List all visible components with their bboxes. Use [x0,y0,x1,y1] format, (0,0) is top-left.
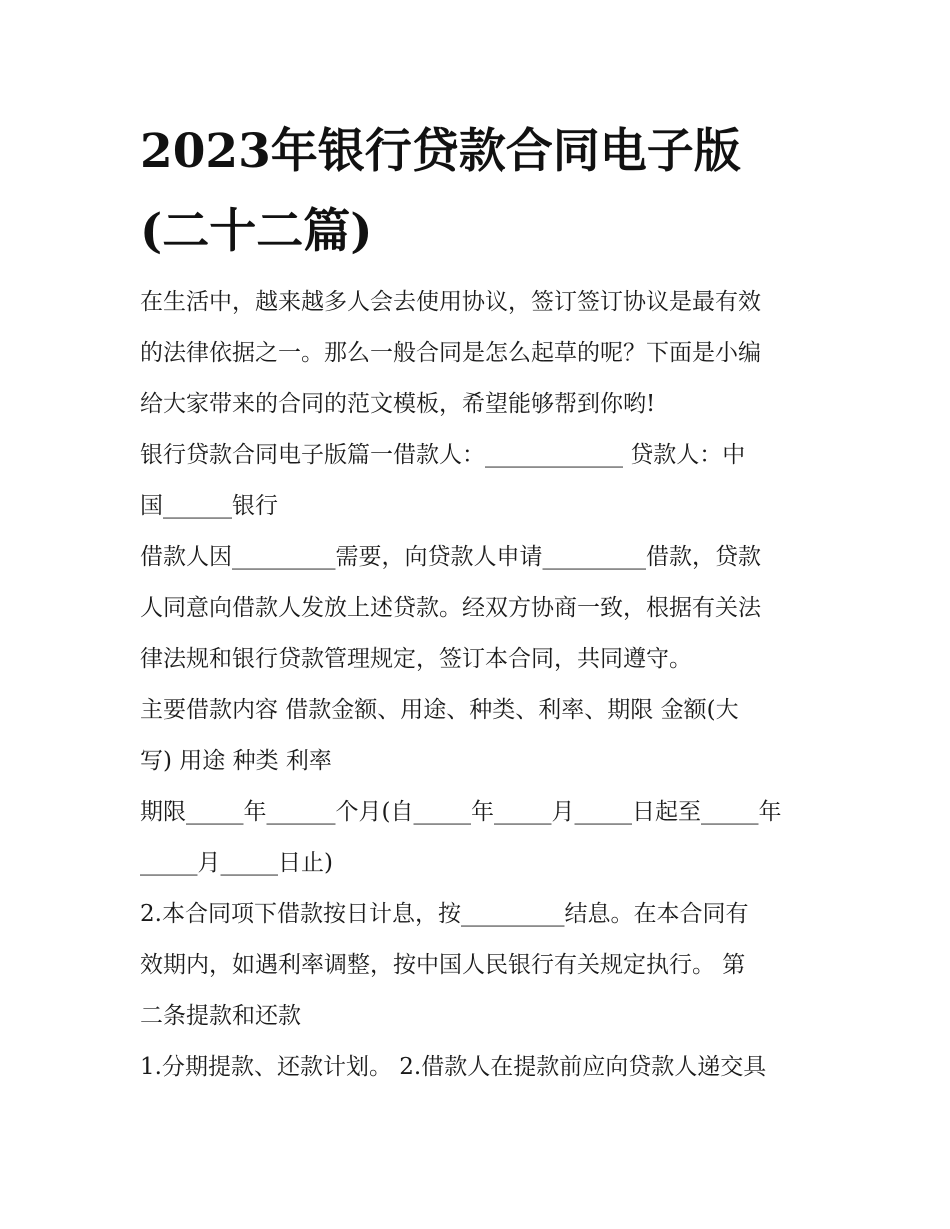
body-line: 人同意向借款人发放上述贷款。经双方协商一致，根据有关法 [140,595,761,621]
body-line: 写) 用途 种类 利率 [140,748,332,774]
body-line: 在生活中，越来越多人会去使用协议，签订签订协议是最有效 [140,289,761,315]
body-line: 1.分期提款、还款计划。 2.借款人在提款前应向贷款人递交具 [140,1054,767,1080]
body-line: 效期内，如遇利率调整，按中国人民银行有关规定执行。 第 [140,952,746,978]
body-line: 二条提款和还款 [140,1003,301,1029]
body-line: 主要借款内容 借款金额、用途、种类、利率、期限 金额(大 [140,697,739,723]
body-line: 国______银行 [140,493,278,519]
title-line-1: 2023年银行贷款合同电子版 [140,124,741,179]
body-line: 给大家带来的合同的范文模板，希望能够帮到你哟! [140,391,656,417]
title-line-2: (二十二篇) [140,204,373,259]
body-line: 的法律依据之一。那么一般合同是怎么起草的呢？下面是小编 [140,340,761,366]
document-body [140,277,830,1093]
body-line: 借款人因_________需要，向贷款人申请_________借款，贷款 [140,544,761,570]
body-line: 律法规和银行贷款管理规定，签订本合同，共同遵守。 [140,646,692,672]
body-line: _____月_____日止) [140,850,333,876]
body-line: 2.本合同项下借款按日计息，按_________结息。在本合同有 [140,901,749,927]
body-line: 期限_____年______个月(自_____年_____月_____日起至_____年 [140,799,782,825]
body-line: 银行贷款合同电子版篇一借款人：____________ 贷款人：中 [140,442,746,468]
document-title [140,112,840,272]
